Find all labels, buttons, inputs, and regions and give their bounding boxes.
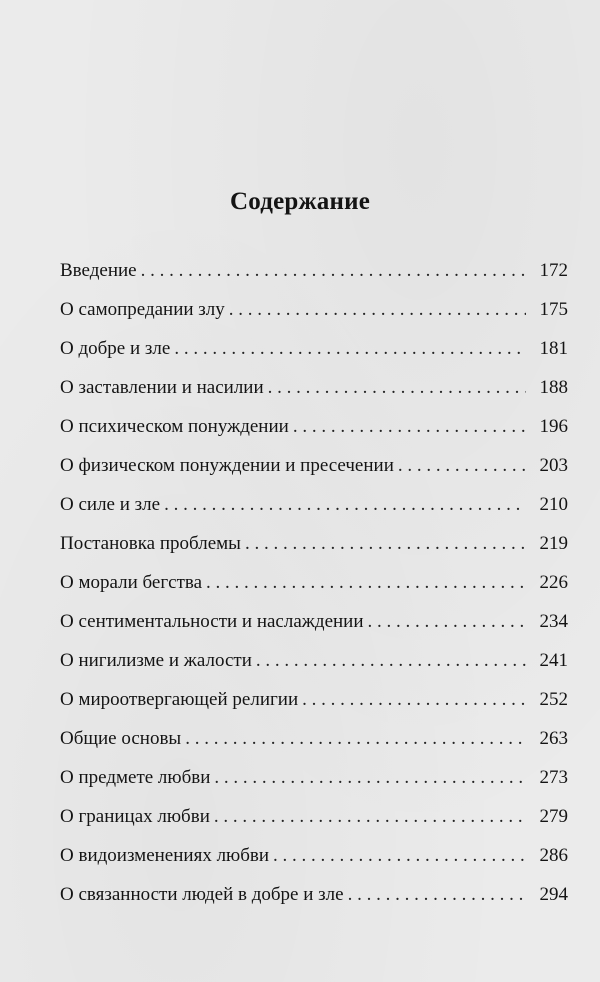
toc-entry-title: О морали бегства bbox=[60, 572, 203, 593]
toc-entry bbox=[60, 407, 568, 446]
toc-entry-page: 294 bbox=[539, 884, 568, 905]
toc-dot-leader bbox=[268, 368, 526, 407]
toc-dot-leader bbox=[229, 290, 526, 329]
toc-entry-title: Постановка проблемы bbox=[60, 533, 241, 554]
toc-entry-title: О предмете любви bbox=[60, 767, 211, 788]
toc-entry bbox=[60, 485, 568, 524]
toc-entry bbox=[60, 836, 568, 875]
toc-entry-page: 263 bbox=[539, 728, 568, 749]
toc-entry-page: 203 bbox=[539, 455, 568, 476]
table-of-contents bbox=[60, 251, 568, 914]
toc-entry-page: 181 bbox=[539, 338, 568, 359]
toc-dot-leader bbox=[214, 758, 526, 797]
toc-entry bbox=[60, 329, 568, 368]
toc-dot-leader bbox=[368, 602, 526, 641]
toc-entry bbox=[60, 446, 568, 485]
toc-dot-leader bbox=[293, 407, 526, 446]
toc-entry-page: 286 bbox=[539, 845, 568, 866]
toc-entry bbox=[60, 758, 568, 797]
toc-entry-title: О границах любви bbox=[60, 806, 210, 827]
toc-dot-leader bbox=[206, 563, 526, 602]
toc-entry-page: 219 bbox=[539, 533, 568, 554]
toc-entry-page: 188 bbox=[539, 377, 568, 398]
toc-dot-leader bbox=[398, 446, 526, 485]
toc-entry bbox=[60, 719, 568, 758]
toc-entry-title: О заставлении и насилии bbox=[60, 377, 264, 398]
toc-entry-page: 279 bbox=[539, 806, 568, 827]
toc-entry-page: 172 bbox=[539, 260, 568, 281]
toc-dot-leader bbox=[302, 680, 526, 719]
toc-entry-page: 252 bbox=[539, 689, 568, 710]
toc-entry bbox=[60, 602, 568, 641]
toc-entry-title: О нигилизме и жалости bbox=[60, 650, 252, 671]
toc-entry-page: 196 bbox=[539, 416, 568, 437]
toc-entry-title: Введение bbox=[60, 260, 137, 281]
toc-entry bbox=[60, 875, 568, 914]
toc-entry-page: 175 bbox=[539, 299, 568, 320]
toc-entry-page: 273 bbox=[539, 767, 568, 788]
toc-dot-leader bbox=[214, 797, 526, 836]
toc-entry-title: О физическом понуждении и пресечении bbox=[60, 455, 394, 476]
toc-entry-title: О сентиментальности и наслаждении bbox=[60, 611, 364, 632]
toc-entry-title: О связанности людей в добре и зле bbox=[60, 884, 344, 905]
toc-dot-leader bbox=[141, 251, 526, 290]
toc-entry-title: О добре и зле bbox=[60, 338, 171, 359]
toc-dot-leader bbox=[348, 875, 526, 914]
toc-entry-page: 210 bbox=[539, 494, 568, 515]
toc-entry bbox=[60, 680, 568, 719]
toc-dot-leader bbox=[185, 719, 526, 758]
toc-dot-leader bbox=[256, 641, 526, 680]
toc-entry bbox=[60, 797, 568, 836]
toc-entry bbox=[60, 290, 568, 329]
toc-entry-title: О видоизменениях любви bbox=[60, 845, 270, 866]
toc-entry bbox=[60, 641, 568, 680]
toc-dot-leader bbox=[245, 524, 526, 563]
toc-entry bbox=[60, 251, 568, 290]
toc-entry-title: О силе и зле bbox=[60, 494, 161, 515]
toc-entry bbox=[60, 368, 568, 407]
toc-dot-leader bbox=[164, 485, 526, 524]
toc-dot-leader bbox=[273, 836, 526, 875]
page-title: Содержание bbox=[229, 188, 370, 215]
toc-entry bbox=[60, 524, 568, 563]
toc-entry-page: 234 bbox=[539, 611, 568, 632]
toc-entry-title: Общие основы bbox=[60, 728, 182, 749]
toc-entry-title: О самопредании злу bbox=[60, 299, 225, 320]
toc-dot-leader bbox=[174, 329, 526, 368]
toc-entry-title: О мироотвергающей религии bbox=[60, 689, 299, 710]
toc-entry-title: О психическом понуждении bbox=[60, 416, 289, 437]
toc-entry-page: 226 bbox=[539, 572, 568, 593]
toc-entry bbox=[60, 563, 568, 602]
toc-entry-page: 241 bbox=[539, 650, 568, 671]
